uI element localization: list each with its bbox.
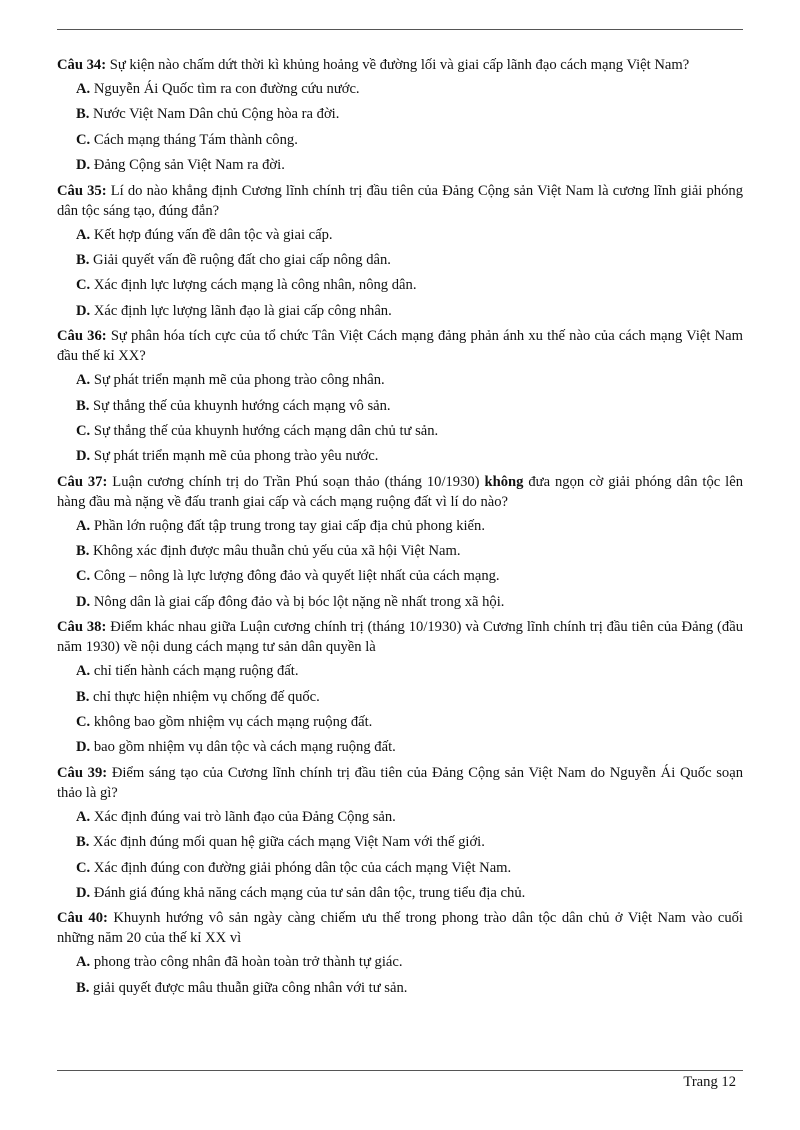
option-text: Không xác định được mâu thuẫn chủ yếu của xã hội Việt Nam. xyxy=(93,543,461,560)
answer-option-b[interactable] xyxy=(57,978,743,998)
question-text: Sự kiện nào chấm dứt thời kì khủng hoảng về đường lối và giai cấp lãnh đạo cách mạng Việt Nam? xyxy=(109,57,690,73)
option-text: Cách mạng tháng Tám thành công. xyxy=(93,131,298,148)
answer-options xyxy=(57,952,743,997)
question-text: Khuynh hướng vô sản ngày càng chiếm ưu thế trong phong trào dân tộc dân chủ ở Việt Nam vào cuối những năm 20 của thế kỉ XX vì xyxy=(57,910,743,947)
question-text: Lí do nào khẳng định Cương lĩnh chính trị đầu tiên của Đảng Cộng sản Việt Nam là cương lĩnh giải phóng dân tộc sáng tạo, đúng đắn? xyxy=(57,182,743,219)
question-text: Sự phân hóa tích cực của tổ chức Tân Việt Cách mạng đảng phản ánh xu thế nào của cách mạng Việt Nam đầu thế kỉ XX? xyxy=(57,328,743,365)
question-number: Câu 34: xyxy=(57,57,107,73)
option-text: Giải quyết vấn đề ruộng đất cho giai cấp nông dân. xyxy=(93,251,391,268)
question-37 xyxy=(57,472,743,612)
question-38 xyxy=(57,617,743,757)
question-text: Điểm khác nhau giữa Luận cương chính trị (tháng 10/1930) và Cương lĩnh chính trị đầu tiên của Đảng (đầu năm 1930) về nội dung cách mạng tư sản dân quyền là xyxy=(57,619,743,656)
option-letter: D. xyxy=(76,448,91,465)
question-list xyxy=(57,55,743,1003)
option-letter: C. xyxy=(76,131,91,148)
question-text xyxy=(57,474,743,510)
option-letter: D. xyxy=(76,593,91,610)
option-text: Sự thắng thế của khuynh hướng cách mạng dân chủ tư sản. xyxy=(93,422,439,439)
option-text: Công – nông là lực lượng đông đảo và quyết liệt nhất của cách mạng. xyxy=(93,568,500,585)
answer-option-b[interactable] xyxy=(57,104,743,124)
option-text: Nước Việt Nam Dân chủ Cộng hòa ra đời. xyxy=(93,106,340,123)
answer-option-d[interactable] xyxy=(57,446,743,466)
question-number: Câu 40: xyxy=(57,910,108,927)
question-number: Câu 39: xyxy=(57,764,108,781)
question-35 xyxy=(57,181,743,321)
option-text: Xác định đúng vai trò lãnh đạo của Đảng Cộng sản. xyxy=(93,808,396,825)
answer-option-c[interactable] xyxy=(57,858,743,878)
question-number: Câu 37: xyxy=(57,473,108,490)
option-letter: B. xyxy=(76,979,90,996)
option-text: Kết hợp đúng vấn đề dân tộc và giai cấp. xyxy=(93,226,333,243)
option-letter: C. xyxy=(76,568,91,585)
answer-option-d[interactable] xyxy=(57,155,743,175)
answer-option-d[interactable] xyxy=(57,883,743,903)
option-text: Đảng Cộng sản Việt Nam ra đời. xyxy=(93,157,285,174)
answer-option-d[interactable] xyxy=(57,301,743,321)
question-34 xyxy=(57,55,743,175)
answer-options xyxy=(57,225,743,321)
option-letter: C. xyxy=(76,422,91,439)
question-number: Câu 36: xyxy=(57,328,107,345)
option-letter: C. xyxy=(76,859,91,876)
answer-options xyxy=(57,807,743,903)
option-letter: B. xyxy=(76,251,90,268)
option-letter: B. xyxy=(76,106,90,123)
answer-option-c[interactable] xyxy=(57,421,743,441)
option-text: Sự thắng thế của khuynh hướng cách mạng vô sản. xyxy=(93,397,391,414)
question-number: Câu 38: xyxy=(57,619,107,636)
option-letter: A. xyxy=(76,663,91,680)
option-letter: D. xyxy=(76,157,91,174)
footer-rule xyxy=(57,1070,743,1071)
answer-option-c[interactable] xyxy=(57,275,743,295)
answer-options xyxy=(57,79,743,175)
answer-option-a[interactable] xyxy=(57,516,743,536)
option-letter: A. xyxy=(76,226,91,243)
question-36 xyxy=(57,326,743,466)
answer-option-b[interactable] xyxy=(57,687,743,707)
question-39 xyxy=(57,763,743,903)
option-text: Sự phát triển mạnh mẽ của phong trào công nhân. xyxy=(93,372,385,389)
option-text: Nông dân là giai cấp đông đảo và bị bóc lột nặng nề nhất trong xã hội. xyxy=(93,593,505,610)
option-text: giải quyết được mâu thuẫn giữa công nhân với tư sản. xyxy=(93,979,408,996)
option-text: Xác định đúng con đường giải phóng dân tộc của cách mạng Việt Nam. xyxy=(93,859,512,876)
option-text: không bao gồm nhiệm vụ cách mạng ruộng đất. xyxy=(93,714,373,731)
option-letter: C. xyxy=(76,714,91,731)
option-letter: B. xyxy=(76,834,90,851)
option-letter: A. xyxy=(76,372,91,389)
answer-option-a[interactable] xyxy=(57,952,743,972)
answer-option-a[interactable] xyxy=(57,807,743,827)
answer-option-d[interactable] xyxy=(57,737,743,757)
answer-option-c[interactable] xyxy=(57,566,743,586)
option-letter: B. xyxy=(76,397,90,414)
option-letter: D. xyxy=(76,884,91,901)
answer-option-a[interactable] xyxy=(57,79,743,99)
answer-option-b[interactable] xyxy=(57,396,743,416)
answer-options xyxy=(57,661,743,757)
option-letter: A. xyxy=(76,81,91,97)
answer-option-b[interactable] xyxy=(57,832,743,852)
option-letter: D. xyxy=(76,302,91,319)
option-text: Nguyễn Ái Quốc tìm ra con đường cứu nước. xyxy=(93,81,360,97)
question-40 xyxy=(57,908,743,997)
page-number: Trang 12 xyxy=(683,1074,736,1090)
answer-option-b[interactable] xyxy=(57,250,743,270)
option-text: Xác định đúng mối quan hệ giữa cách mạng Việt Nam với thế giới. xyxy=(93,834,485,851)
option-text: chỉ tiến hành cách mạng ruộng đất. xyxy=(93,663,299,680)
option-text: bao gồm nhiệm vụ dân tộc và cách mạng ruộng đất. xyxy=(93,739,396,756)
question-text-part: Luận cương chính trị do Trần Phú soạn thảo (tháng 10/1930) xyxy=(112,473,485,490)
answer-option-c[interactable] xyxy=(57,712,743,732)
option-text: chỉ thực hiện nhiệm vụ chống đế quốc. xyxy=(93,688,320,705)
option-text: Sự phát triển mạnh mẽ của phong trào yêu nước. xyxy=(93,448,379,465)
answer-option-a[interactable] xyxy=(57,661,743,681)
option-letter: A. xyxy=(76,517,91,534)
option-text: Xác định lực lượng cách mạng là công nhân, nông dân. xyxy=(93,277,417,294)
option-letter: D. xyxy=(76,739,91,756)
option-text: Đánh giá đúng khả năng cách mạng của tư sản dân tộc, trung tiểu địa chủ. xyxy=(93,884,526,901)
answer-option-b[interactable] xyxy=(57,541,743,561)
option-text: Xác định lực lượng lãnh đạo là giai cấp công nhân. xyxy=(93,302,392,319)
answer-option-a[interactable] xyxy=(57,225,743,245)
option-letter: A. xyxy=(76,808,91,825)
question-number: Câu 35: xyxy=(57,182,107,199)
answer-option-d[interactable] xyxy=(57,592,743,612)
answer-option-a[interactable] xyxy=(57,370,743,390)
option-letter: B. xyxy=(76,688,90,705)
answer-options xyxy=(57,516,743,612)
option-letter: C. xyxy=(76,277,91,294)
question-emphasis: không xyxy=(484,473,524,490)
answer-option-c[interactable] xyxy=(57,130,743,150)
question-text-part: đưa ngọn cờ giải phóng dân tộc lên hàng đầu mà nặng về đấu tranh giai cấp và cách mạng ruộng đất vì lí do nào? xyxy=(57,473,744,510)
header-rule xyxy=(57,29,743,30)
answer-options xyxy=(57,370,743,466)
option-letter: A. xyxy=(76,954,91,971)
question-text: Điểm sáng tạo của Cương lĩnh chính trị đầu tiên của Đảng Cộng sản Việt Nam do Nguyễn Ái Quốc soạn thảo là gì? xyxy=(57,764,743,801)
option-letter: B. xyxy=(76,543,90,560)
option-text: phong trào công nhân đã hoàn toàn trở thành tự giác. xyxy=(93,954,403,971)
option-text: Phần lớn ruộng đất tập trung trong tay giai cấp địa chủ phong kiến. xyxy=(93,517,485,534)
